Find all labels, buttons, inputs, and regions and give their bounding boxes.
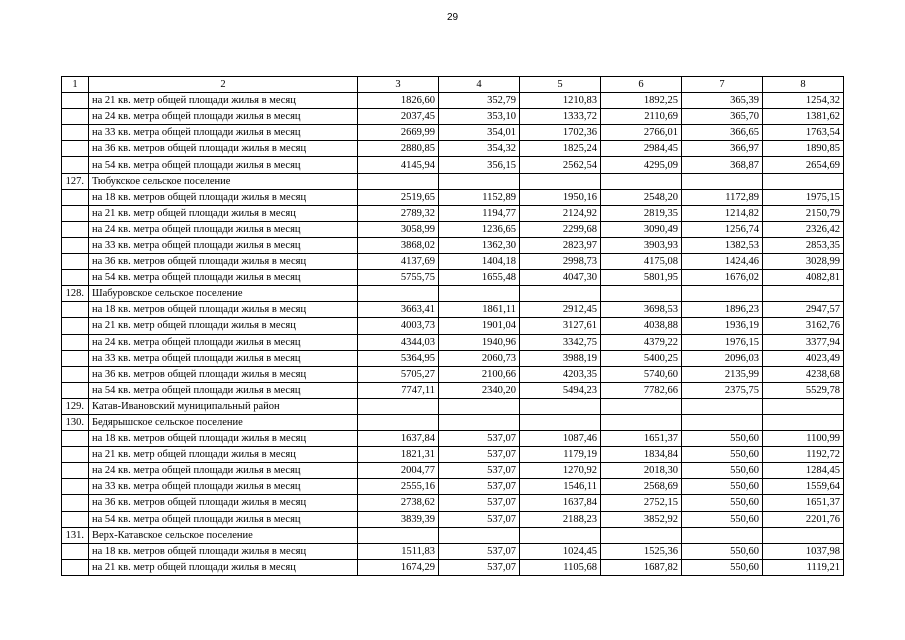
- value-cell-col8: 1254,32: [763, 93, 844, 109]
- section-title: Верх-Катавское сельское поселение: [89, 527, 358, 543]
- value-cell-col8: 3028,99: [763, 254, 844, 270]
- table-row: [62, 141, 844, 157]
- value-cell-col7: 550,60: [682, 447, 763, 463]
- row-description: на 36 кв. метров общей площади жилья в месяц: [89, 366, 358, 382]
- header-cell: 7: [682, 77, 763, 93]
- empty-cell: [358, 173, 439, 189]
- header-cell: 2: [89, 77, 358, 93]
- value-cell-col6: 4295,09: [601, 157, 682, 173]
- value-cell-col5: 1637,84: [520, 495, 601, 511]
- row-description: на 33 кв. метра общей площади жилья в месяц: [89, 350, 358, 366]
- value-cell-col8: 2150,79: [763, 205, 844, 221]
- row-description: на 18 кв. метров общей площади жилья в месяц: [89, 431, 358, 447]
- table-row: [62, 334, 844, 350]
- value-cell-col7: 366,97: [682, 141, 763, 157]
- row-description: на 18 кв. метров общей площади жилья в месяц: [89, 189, 358, 205]
- table-row: [62, 511, 844, 527]
- value-cell-col5: 2823,97: [520, 237, 601, 253]
- value-cell-col4: 537,07: [439, 495, 520, 511]
- header-row: [62, 77, 844, 93]
- table-row: [62, 366, 844, 382]
- value-cell-col8: 2654,69: [763, 157, 844, 173]
- value-cell-col4: 353,10: [439, 109, 520, 125]
- value-cell-col4: 2340,20: [439, 382, 520, 398]
- empty-cell: [358, 398, 439, 414]
- value-cell-col6: 5400,25: [601, 350, 682, 366]
- empty-cell: [682, 527, 763, 543]
- value-cell-col7: 550,60: [682, 495, 763, 511]
- empty-cell: [520, 414, 601, 430]
- value-cell-col6: 2548,20: [601, 189, 682, 205]
- value-cell-col8: 1975,15: [763, 189, 844, 205]
- value-cell-col3: 2669,99: [358, 125, 439, 141]
- value-cell-col8: 3162,76: [763, 318, 844, 334]
- section-title: Тюбукское сельское поселение: [89, 173, 358, 189]
- value-cell-col6: 2568,69: [601, 479, 682, 495]
- empty-cell: [62, 205, 89, 221]
- value-cell-col6: 1525,36: [601, 543, 682, 559]
- value-cell-col4: 1236,65: [439, 221, 520, 237]
- row-description: на 18 кв. метров общей площади жилья в месяц: [89, 302, 358, 318]
- value-cell-col7: 1172,89: [682, 189, 763, 205]
- empty-cell: [62, 511, 89, 527]
- empty-cell: [62, 125, 89, 141]
- value-cell-col7: 1936,19: [682, 318, 763, 334]
- value-cell-col7: 550,60: [682, 463, 763, 479]
- header-cell: 8: [763, 77, 844, 93]
- row-description: на 18 кв. метров общей площади жилья в месяц: [89, 543, 358, 559]
- row-description: на 54 кв. метра общей площади жилья в месяц: [89, 157, 358, 173]
- value-cell-col7: 2375,75: [682, 382, 763, 398]
- empty-cell: [62, 270, 89, 286]
- header-cell: 1: [62, 77, 89, 93]
- section-number: 129.: [62, 398, 89, 414]
- value-cell-col4: 1940,96: [439, 334, 520, 350]
- value-cell-col3: 1821,31: [358, 447, 439, 463]
- value-cell-col3: 4145,94: [358, 157, 439, 173]
- value-cell-col8: 2853,35: [763, 237, 844, 253]
- value-cell-col7: 1256,74: [682, 221, 763, 237]
- value-cell-col8: 1890,85: [763, 141, 844, 157]
- empty-cell: [682, 398, 763, 414]
- value-cell-col6: 5801,95: [601, 270, 682, 286]
- empty-cell: [62, 559, 89, 575]
- empty-cell: [682, 286, 763, 302]
- empty-cell: [358, 414, 439, 430]
- empty-cell: [62, 237, 89, 253]
- row-description: на 36 кв. метров общей площади жилья в месяц: [89, 141, 358, 157]
- value-cell-col7: 1896,23: [682, 302, 763, 318]
- value-cell-col6: 3903,93: [601, 237, 682, 253]
- value-cell-col3: 2738,62: [358, 495, 439, 511]
- empty-cell: [358, 286, 439, 302]
- value-cell-col8: 1651,37: [763, 495, 844, 511]
- empty-cell: [62, 157, 89, 173]
- value-cell-col4: 537,07: [439, 479, 520, 495]
- empty-cell: [601, 173, 682, 189]
- value-cell-col8: 3377,94: [763, 334, 844, 350]
- page-number: 29: [446, 12, 459, 23]
- tariff-table: [61, 76, 844, 576]
- value-cell-col5: 4203,35: [520, 366, 601, 382]
- value-cell-col7: 550,60: [682, 559, 763, 575]
- value-cell-col7: 1424,46: [682, 254, 763, 270]
- value-cell-col7: 2135,99: [682, 366, 763, 382]
- empty-cell: [62, 334, 89, 350]
- value-cell-col3: 3868,02: [358, 237, 439, 253]
- row-description: на 21 кв. метр общей площади жилья в месяц: [89, 318, 358, 334]
- value-cell-col7: 1214,82: [682, 205, 763, 221]
- value-cell-col3: 1511,83: [358, 543, 439, 559]
- value-cell-col6: 1834,84: [601, 447, 682, 463]
- section-row: [62, 398, 844, 414]
- empty-cell: [439, 398, 520, 414]
- value-cell-col5: 2912,45: [520, 302, 601, 318]
- value-cell-col4: 1152,89: [439, 189, 520, 205]
- value-cell-col7: 550,60: [682, 511, 763, 527]
- value-cell-col3: 3058,99: [358, 221, 439, 237]
- value-cell-col6: 4175,08: [601, 254, 682, 270]
- value-cell-col4: 537,07: [439, 463, 520, 479]
- value-cell-col3: 5364,95: [358, 350, 439, 366]
- empty-cell: [601, 414, 682, 430]
- value-cell-col4: 1655,48: [439, 270, 520, 286]
- table-row: [62, 157, 844, 173]
- value-cell-col5: 1546,11: [520, 479, 601, 495]
- value-cell-col3: 7747,11: [358, 382, 439, 398]
- value-cell-col8: 2947,57: [763, 302, 844, 318]
- value-cell-col5: 2562,54: [520, 157, 601, 173]
- value-cell-col5: 1210,83: [520, 93, 601, 109]
- table-row: [62, 431, 844, 447]
- empty-cell: [763, 398, 844, 414]
- empty-cell: [763, 286, 844, 302]
- empty-cell: [62, 221, 89, 237]
- value-cell-col4: 354,01: [439, 125, 520, 141]
- value-cell-col8: 4238,68: [763, 366, 844, 382]
- empty-cell: [62, 447, 89, 463]
- value-cell-col6: 7782,66: [601, 382, 682, 398]
- empty-cell: [601, 527, 682, 543]
- value-cell-col4: 1404,18: [439, 254, 520, 270]
- value-cell-col3: 2880,85: [358, 141, 439, 157]
- value-cell-col3: 2789,32: [358, 205, 439, 221]
- empty-cell: [62, 318, 89, 334]
- empty-cell: [601, 286, 682, 302]
- row-description: на 33 кв. метра общей площади жилья в месяц: [89, 125, 358, 141]
- empty-cell: [62, 141, 89, 157]
- empty-cell: [763, 414, 844, 430]
- value-cell-col4: 2100,66: [439, 366, 520, 382]
- empty-cell: [439, 173, 520, 189]
- empty-cell: [62, 463, 89, 479]
- table-row: [62, 125, 844, 141]
- row-description: на 36 кв. метров общей площади жилья в месяц: [89, 495, 358, 511]
- value-cell-col3: 5705,27: [358, 366, 439, 382]
- value-cell-col4: 537,07: [439, 543, 520, 559]
- table-row: [62, 254, 844, 270]
- value-cell-col4: 2060,73: [439, 350, 520, 366]
- value-cell-col5: 5494,23: [520, 382, 601, 398]
- value-cell-col8: 2201,76: [763, 511, 844, 527]
- value-cell-col3: 5755,75: [358, 270, 439, 286]
- value-cell-col8: 1100,99: [763, 431, 844, 447]
- value-cell-col4: 1861,11: [439, 302, 520, 318]
- value-cell-col7: 1676,02: [682, 270, 763, 286]
- section-title: Бедярышское сельское поселение: [89, 414, 358, 430]
- table-row: [62, 463, 844, 479]
- section-row: [62, 527, 844, 543]
- value-cell-col6: 1687,82: [601, 559, 682, 575]
- empty-cell: [520, 286, 601, 302]
- header-cell: 4: [439, 77, 520, 93]
- value-cell-col8: 1559,64: [763, 479, 844, 495]
- value-cell-col4: 537,07: [439, 511, 520, 527]
- value-cell-col3: 2519,65: [358, 189, 439, 205]
- section-row: [62, 414, 844, 430]
- empty-cell: [520, 173, 601, 189]
- empty-cell: [763, 527, 844, 543]
- value-cell-col6: 2766,01: [601, 125, 682, 141]
- value-cell-col4: 1901,04: [439, 318, 520, 334]
- value-cell-col6: 3852,92: [601, 511, 682, 527]
- value-cell-col5: 4047,30: [520, 270, 601, 286]
- value-cell-col7: 1976,15: [682, 334, 763, 350]
- value-cell-col3: 2037,45: [358, 109, 439, 125]
- row-description: на 33 кв. метра общей площади жилья в месяц: [89, 479, 358, 495]
- value-cell-col7: 365,70: [682, 109, 763, 125]
- empty-cell: [62, 543, 89, 559]
- value-cell-col6: 4379,22: [601, 334, 682, 350]
- value-cell-col8: 1763,54: [763, 125, 844, 141]
- value-cell-col7: 550,60: [682, 543, 763, 559]
- table-row: [62, 189, 844, 205]
- table-row: [62, 495, 844, 511]
- value-cell-col8: 2326,42: [763, 221, 844, 237]
- empty-cell: [62, 495, 89, 511]
- header-cell: 5: [520, 77, 601, 93]
- empty-cell: [62, 431, 89, 447]
- table-body: [62, 77, 844, 576]
- empty-cell: [62, 109, 89, 125]
- value-cell-col5: 1950,16: [520, 189, 601, 205]
- value-cell-col5: 1702,36: [520, 125, 601, 141]
- table-row: [62, 318, 844, 334]
- table-row: [62, 270, 844, 286]
- value-cell-col5: 2299,68: [520, 221, 601, 237]
- row-description: на 21 кв. метр общей площади жилья в месяц: [89, 205, 358, 221]
- table-row: [62, 543, 844, 559]
- value-cell-col3: 4003,73: [358, 318, 439, 334]
- value-cell-col8: 4023,49: [763, 350, 844, 366]
- value-cell-col7: 1382,53: [682, 237, 763, 253]
- value-cell-col8: 1192,72: [763, 447, 844, 463]
- table-row: [62, 93, 844, 109]
- row-description: на 33 кв. метра общей площади жилья в месяц: [89, 237, 358, 253]
- row-description: на 54 кв. метра общей площади жилья в месяц: [89, 382, 358, 398]
- empty-cell: [62, 382, 89, 398]
- value-cell-col5: 1087,46: [520, 431, 601, 447]
- section-number: 130.: [62, 414, 89, 430]
- value-cell-col3: 2555,16: [358, 479, 439, 495]
- value-cell-col4: 1362,30: [439, 237, 520, 253]
- empty-cell: [62, 366, 89, 382]
- value-cell-col8: 1381,62: [763, 109, 844, 125]
- value-cell-col6: 2110,69: [601, 109, 682, 125]
- section-number: 128.: [62, 286, 89, 302]
- section-number: 131.: [62, 527, 89, 543]
- row-description: на 54 кв. метра общей площади жилья в месяц: [89, 270, 358, 286]
- value-cell-col7: 550,60: [682, 479, 763, 495]
- row-description: на 21 кв. метр общей площади жилья в месяц: [89, 559, 358, 575]
- value-cell-col5: 2188,23: [520, 511, 601, 527]
- row-description: на 21 кв. метр общей площади жилья в месяц: [89, 93, 358, 109]
- value-cell-col3: 2004,77: [358, 463, 439, 479]
- empty-cell: [682, 173, 763, 189]
- table-row: [62, 221, 844, 237]
- row-description: на 54 кв. метра общей площади жилья в месяц: [89, 511, 358, 527]
- value-cell-col4: 537,07: [439, 447, 520, 463]
- row-description: на 36 кв. метров общей площади жилья в месяц: [89, 254, 358, 270]
- row-description: на 24 кв. метра общей площади жилья в месяц: [89, 221, 358, 237]
- value-cell-col6: 4038,88: [601, 318, 682, 334]
- value-cell-col5: 3342,75: [520, 334, 601, 350]
- value-cell-col5: 2998,73: [520, 254, 601, 270]
- value-cell-col5: 1270,92: [520, 463, 601, 479]
- row-description: на 24 кв. метра общей площади жилья в месяц: [89, 463, 358, 479]
- value-cell-col8: 1119,21: [763, 559, 844, 575]
- empty-cell: [62, 479, 89, 495]
- value-cell-col6: 3090,49: [601, 221, 682, 237]
- value-cell-col5: 3988,19: [520, 350, 601, 366]
- value-cell-col6: 2752,15: [601, 495, 682, 511]
- section-row: [62, 286, 844, 302]
- value-cell-col3: 3663,41: [358, 302, 439, 318]
- table-row: [62, 382, 844, 398]
- value-cell-col5: 2124,92: [520, 205, 601, 221]
- section-number: 127.: [62, 173, 89, 189]
- value-cell-col3: 3839,39: [358, 511, 439, 527]
- value-cell-col6: 3698,53: [601, 302, 682, 318]
- empty-cell: [358, 527, 439, 543]
- table-row: [62, 109, 844, 125]
- value-cell-col8: 4082,81: [763, 270, 844, 286]
- empty-cell: [763, 173, 844, 189]
- value-cell-col4: 537,07: [439, 559, 520, 575]
- header-cell: 6: [601, 77, 682, 93]
- value-cell-col6: 5740,60: [601, 366, 682, 382]
- empty-cell: [439, 527, 520, 543]
- value-cell-col6: 2018,30: [601, 463, 682, 479]
- value-cell-col8: 5529,78: [763, 382, 844, 398]
- value-cell-col3: 1826,60: [358, 93, 439, 109]
- value-cell-col5: 1024,45: [520, 543, 601, 559]
- table-row: [62, 447, 844, 463]
- value-cell-col5: 3127,61: [520, 318, 601, 334]
- header-cell: 3: [358, 77, 439, 93]
- value-cell-col8: 1284,45: [763, 463, 844, 479]
- section-title: Шабуровское сельское поселение: [89, 286, 358, 302]
- empty-cell: [62, 350, 89, 366]
- value-cell-col7: 550,60: [682, 431, 763, 447]
- value-cell-col6: 1651,37: [601, 431, 682, 447]
- empty-cell: [520, 527, 601, 543]
- empty-cell: [682, 414, 763, 430]
- value-cell-col7: 368,87: [682, 157, 763, 173]
- row-description: на 21 кв. метр общей площади жилья в месяц: [89, 447, 358, 463]
- row-description: на 24 кв. метра общей площади жилья в месяц: [89, 334, 358, 350]
- empty-cell: [439, 286, 520, 302]
- value-cell-col7: 365,39: [682, 93, 763, 109]
- table-row: [62, 479, 844, 495]
- empty-cell: [62, 254, 89, 270]
- value-cell-col4: 354,32: [439, 141, 520, 157]
- value-cell-col5: 1179,19: [520, 447, 601, 463]
- row-description: на 24 кв. метра общей площади жилья в месяц: [89, 109, 358, 125]
- value-cell-col5: 1333,72: [520, 109, 601, 125]
- value-cell-col3: 1637,84: [358, 431, 439, 447]
- value-cell-col3: 4137,69: [358, 254, 439, 270]
- value-cell-col4: 352,79: [439, 93, 520, 109]
- value-cell-col7: 366,65: [682, 125, 763, 141]
- empty-cell: [62, 93, 89, 109]
- section-row: [62, 173, 844, 189]
- table-row: [62, 205, 844, 221]
- empty-cell: [62, 302, 89, 318]
- value-cell-col4: 356,15: [439, 157, 520, 173]
- table-row: [62, 350, 844, 366]
- empty-cell: [520, 398, 601, 414]
- empty-cell: [62, 189, 89, 205]
- value-cell-col5: 1825,24: [520, 141, 601, 157]
- value-cell-col6: 1892,25: [601, 93, 682, 109]
- value-cell-col4: 537,07: [439, 431, 520, 447]
- section-title: Катав-Ивановский муниципальный район: [89, 398, 358, 414]
- value-cell-col3: 4344,03: [358, 334, 439, 350]
- value-cell-col3: 1674,29: [358, 559, 439, 575]
- value-cell-col8: 1037,98: [763, 543, 844, 559]
- table-row: [62, 237, 844, 253]
- value-cell-col7: 2096,03: [682, 350, 763, 366]
- empty-cell: [439, 414, 520, 430]
- value-cell-col6: 2819,35: [601, 205, 682, 221]
- table-row: [62, 302, 844, 318]
- value-cell-col6: 2984,45: [601, 141, 682, 157]
- value-cell-col5: 1105,68: [520, 559, 601, 575]
- table-row: [62, 559, 844, 575]
- value-cell-col4: 1194,77: [439, 205, 520, 221]
- empty-cell: [601, 398, 682, 414]
